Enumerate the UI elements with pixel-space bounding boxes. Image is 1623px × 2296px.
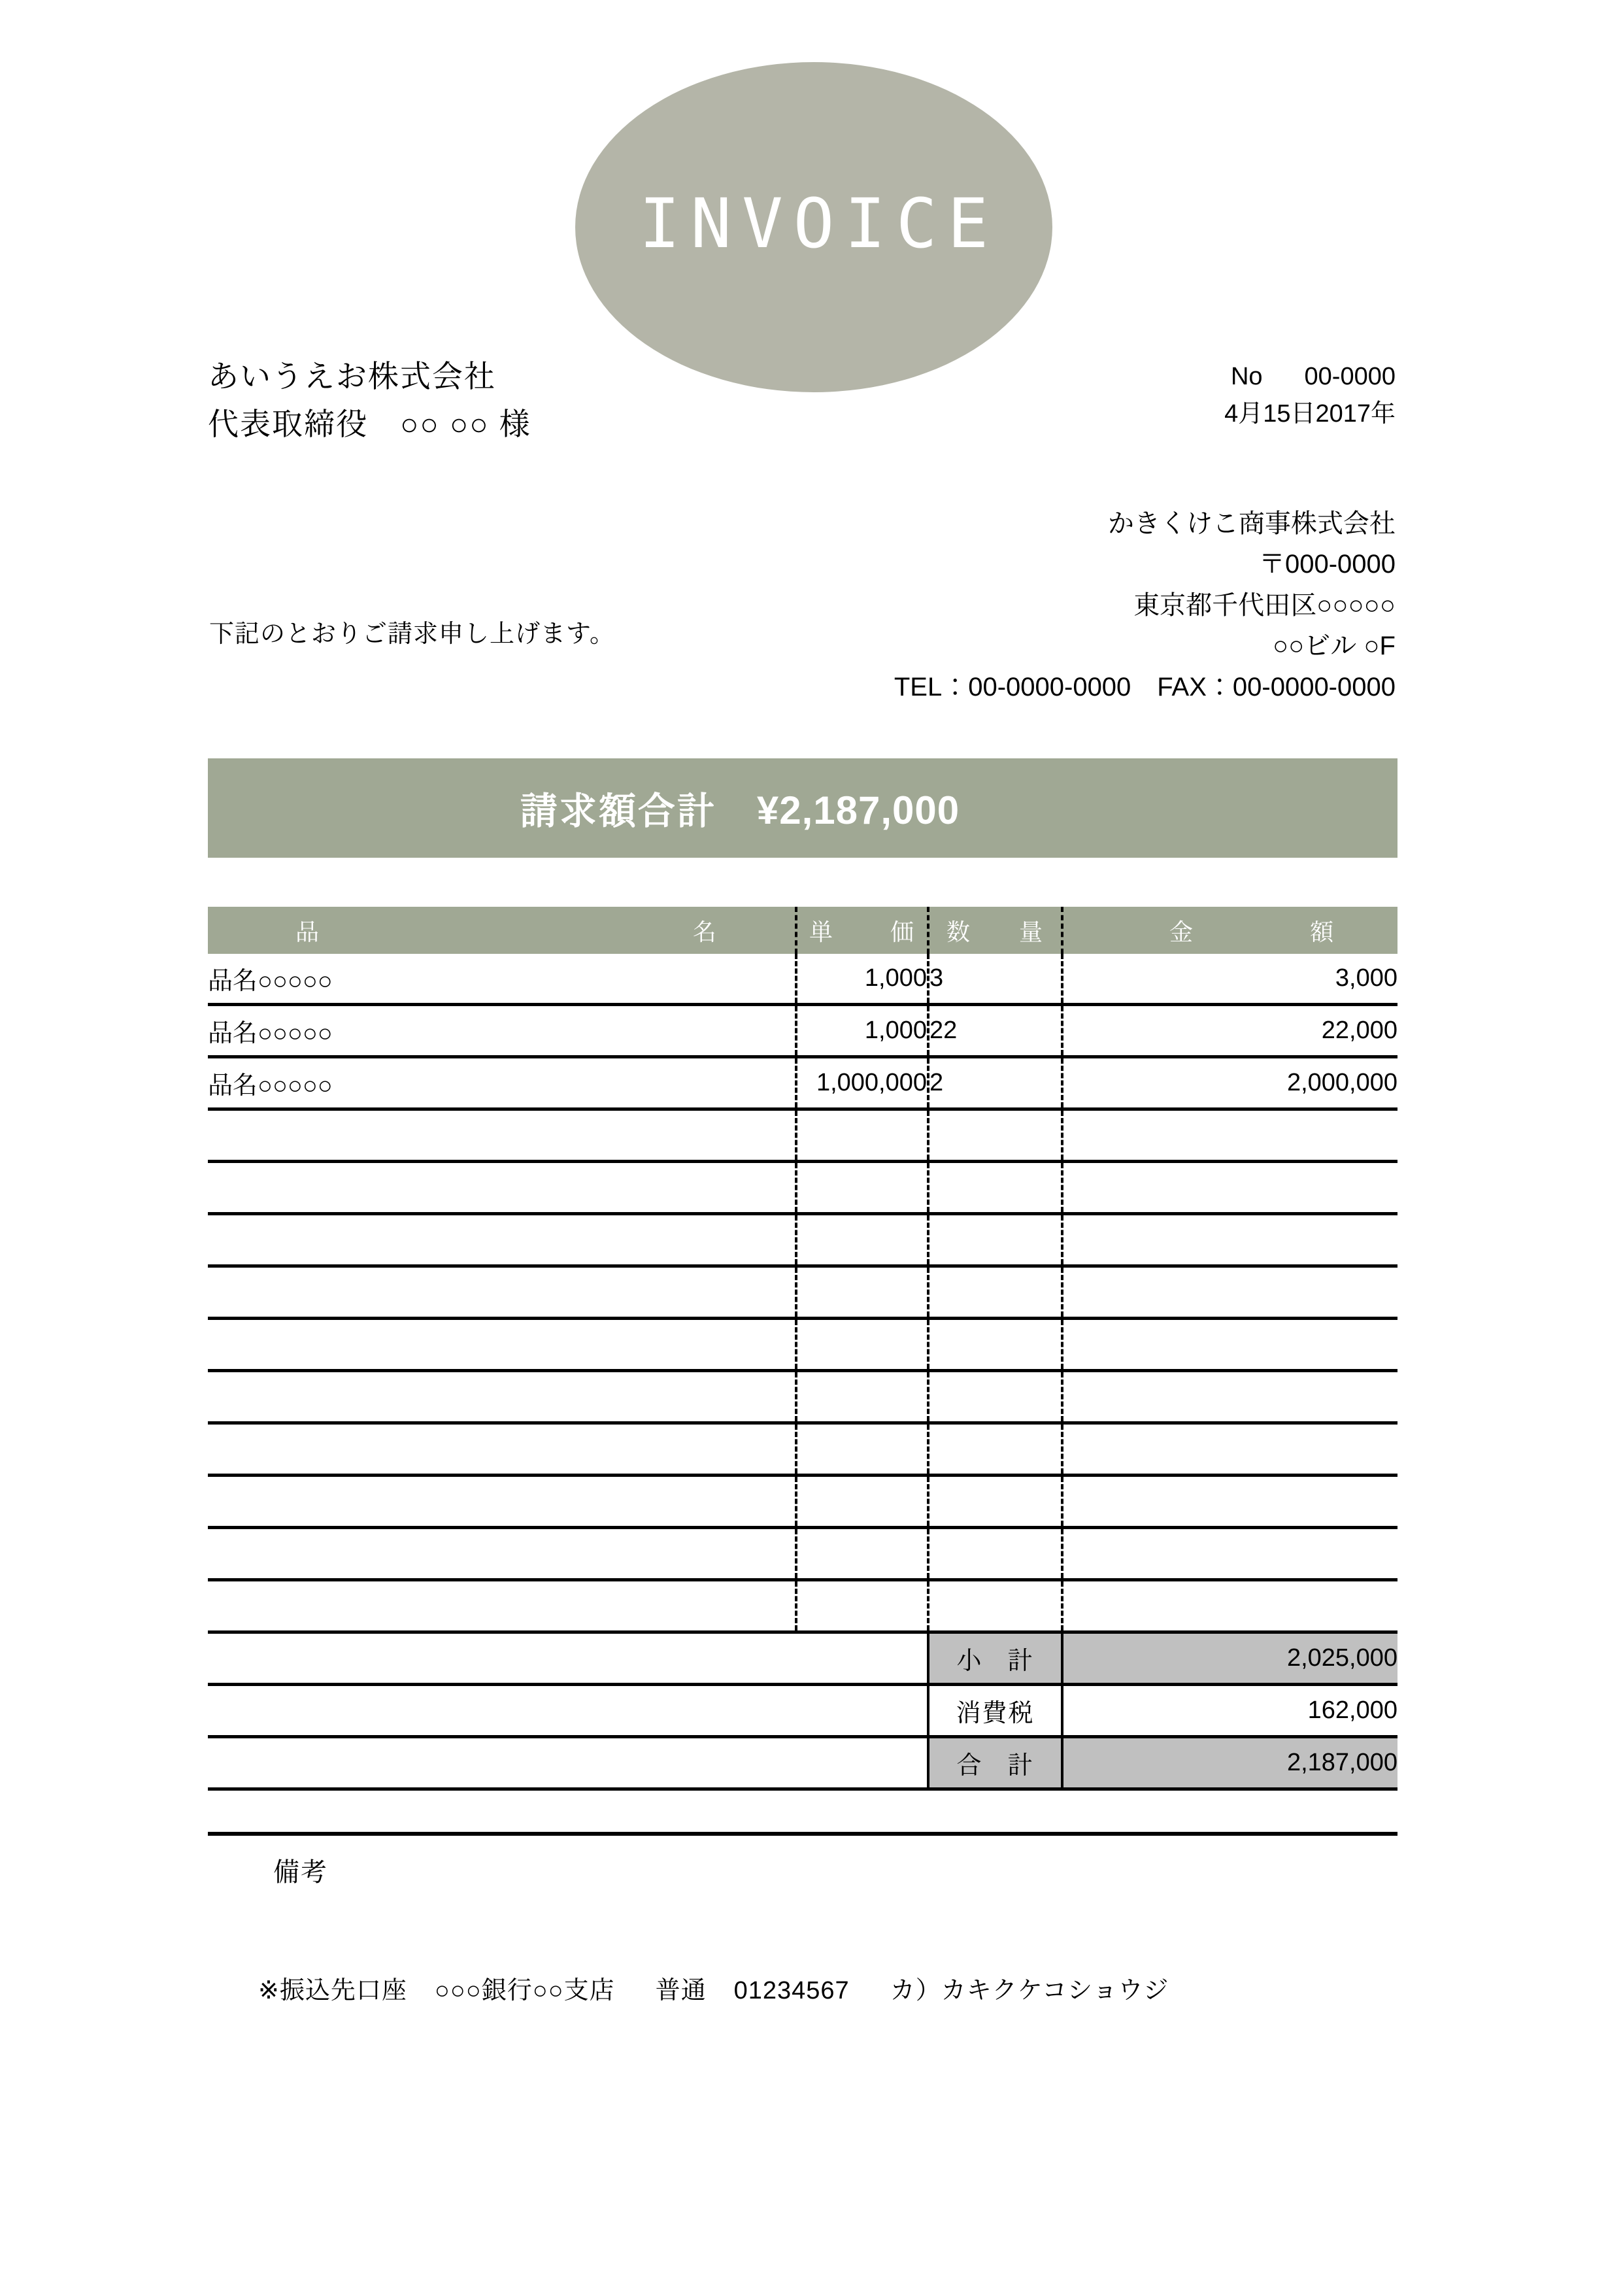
client-block: [208, 353, 531, 448]
total-amount-banner: [208, 758, 1397, 858]
remark-label: 備考: [273, 1858, 328, 1887]
issuer-block: [894, 503, 1396, 707]
table-row[interactable]: [208, 1476, 1397, 1528]
column-header-item-name: [208, 907, 796, 954]
items-table-head: [208, 907, 1397, 954]
cell-amount: 2,000,000: [1062, 1057, 1397, 1109]
cell-item-name: [208, 1476, 796, 1528]
cell-amount: [1062, 1162, 1397, 1214]
cell-quantity: 2: [928, 1057, 1062, 1109]
cell-amount: [1062, 1214, 1397, 1266]
column-header-quantity-right: 量: [1018, 918, 1044, 945]
totals-label-right: 計: [1007, 1752, 1034, 1780]
cell-item-name: 品名○○○○○: [208, 954, 796, 1005]
cell-amount: 3,000: [1062, 954, 1397, 1005]
cell-item-name: 品名○○○○○: [208, 1005, 796, 1057]
issuer-tel-fax: TEL：00-0000-0000 FAX：00-0000-0000: [894, 672, 1396, 701]
cell-quantity: [928, 1528, 1062, 1580]
cell-quantity: 22: [928, 1005, 1062, 1057]
cell-unit-price: [796, 1528, 928, 1580]
cell-item-name: [208, 1109, 796, 1162]
table-row[interactable]: [208, 1580, 1397, 1632]
cell-item-name: 品名○○○○○: [208, 1057, 796, 1109]
remark-divider: [208, 1832, 1397, 1836]
cell-amount: 22,000: [1062, 1005, 1397, 1057]
cell-unit-price: [796, 1580, 928, 1632]
cell-quantity: [928, 1266, 1062, 1319]
totals-value-cell: 162,000: [1062, 1685, 1397, 1737]
cell-unit-price: 1,000: [796, 954, 928, 1005]
client-person-name: 代表取締役 ○○ ○○ 様: [208, 406, 531, 441]
cell-item-name: [208, 1162, 796, 1214]
table-row[interactable]: [208, 1005, 1397, 1057]
cell-quantity: [928, 1214, 1062, 1266]
issuer-postal-code: 〒000-0000: [1258, 550, 1396, 579]
invoice-number-label: No: [1230, 363, 1263, 390]
total-amount-banner-inner: [520, 781, 960, 835]
invoice-logo-text: INVOICE: [639, 184, 999, 263]
cell-unit-price: [796, 1476, 928, 1528]
cell-item-name: [208, 1266, 796, 1319]
column-header-amount-left: 金: [1169, 918, 1195, 945]
table-row[interactable]: [208, 1423, 1397, 1476]
issuer-address: 東京都千代田区○○○○○: [1133, 590, 1396, 620]
cell-item-name: [208, 1580, 796, 1632]
column-header-quantity: [928, 907, 1062, 954]
cell-unit-price: [796, 1319, 928, 1371]
column-header-amount: [1062, 907, 1397, 954]
cell-unit-price: 1,000,000: [796, 1057, 928, 1109]
issuer-building: ○○ビル ○F: [1272, 632, 1396, 661]
invoice-number-row: [1224, 358, 1396, 396]
totals-value-cell: 2,025,000: [1062, 1632, 1397, 1685]
table-row[interactable]: [208, 1319, 1397, 1371]
bank-account-holder: カ）カキクケコショウジ: [890, 1977, 1169, 2004]
table-row[interactable]: [208, 1109, 1397, 1162]
column-header-amount-right: 額: [1309, 918, 1335, 945]
bank-account-type: 普通: [655, 1977, 707, 2004]
cell-unit-price: [796, 1109, 928, 1162]
table-row[interactable]: [208, 1214, 1397, 1266]
totals-label-left: 合: [956, 1752, 983, 1780]
items-table-body: [208, 954, 1397, 1632]
column-header-quantity-left: 数: [946, 918, 972, 945]
table-row[interactable]: [208, 1371, 1397, 1423]
cell-quantity: [928, 1162, 1062, 1214]
totals-label-left: 消費税: [956, 1700, 1035, 1727]
cell-item-name: [208, 1214, 796, 1266]
cell-amount: [1062, 1266, 1397, 1319]
items-table: [208, 907, 1397, 1791]
cell-item-name: [208, 1371, 796, 1423]
totals-label-left: 小: [956, 1647, 983, 1675]
column-header-unit-price: [796, 907, 928, 954]
cell-quantity: [928, 1109, 1062, 1162]
totals-table-body: [208, 1632, 1397, 1789]
invoice-number-value: 00-0000: [1304, 363, 1396, 390]
column-header-unit-price-right: 価: [890, 918, 915, 945]
invoice-date: 4月15日2017年: [1224, 400, 1396, 428]
cell-unit-price: [796, 1423, 928, 1476]
cell-quantity: [928, 1371, 1062, 1423]
cell-amount: [1062, 1423, 1397, 1476]
table-row[interactable]: [208, 954, 1397, 1005]
cell-quantity: [928, 1476, 1062, 1528]
cell-amount: [1062, 1109, 1397, 1162]
cell-amount: [1062, 1319, 1397, 1371]
total-amount-label: 請求額合計: [520, 790, 716, 832]
issuer-company-name: かきくけこ商事株式会社: [1108, 509, 1396, 538]
cell-quantity: 3: [928, 954, 1062, 1005]
table-row[interactable]: [208, 1162, 1397, 1214]
table-row[interactable]: [208, 1057, 1397, 1109]
totals-spacer-cell: [208, 1737, 928, 1789]
cell-item-name: [208, 1319, 796, 1371]
totals-spacer-cell: [208, 1685, 928, 1737]
cell-amount: [1062, 1580, 1397, 1632]
bank-branch: ○○○銀行○○支店: [434, 1977, 615, 2004]
total-amount-value: ¥2,187,000: [756, 788, 960, 832]
cell-unit-price: [796, 1162, 928, 1214]
totals-label-cell: [928, 1685, 1062, 1737]
cell-quantity: [928, 1423, 1062, 1476]
cell-amount: [1062, 1528, 1397, 1580]
totals-label-right: 計: [1007, 1647, 1034, 1675]
cell-amount: [1062, 1371, 1397, 1423]
client-company-name: あいうえお株式会社: [208, 359, 496, 394]
bank-note-mark: ※振込先口座: [258, 1977, 407, 2004]
cell-quantity: [928, 1319, 1062, 1371]
invoice-meta-block: [1224, 358, 1396, 433]
cell-unit-price: [796, 1371, 928, 1423]
totals-label-cell: [928, 1632, 1062, 1685]
totals-row: [208, 1737, 1397, 1789]
bank-account-number: 01234567: [733, 1977, 850, 2004]
items-table-header-row: [208, 907, 1397, 954]
cell-unit-price: 1,000: [796, 1005, 928, 1057]
totals-row: [208, 1632, 1397, 1685]
billing-statement: 下記のとおりご請求申し上げます。: [209, 620, 615, 648]
table-row[interactable]: [208, 1528, 1397, 1580]
cell-unit-price: [796, 1214, 928, 1266]
cell-quantity: [928, 1580, 1062, 1632]
totals-spacer-cell: [208, 1632, 928, 1685]
column-header-item-name-right: 名: [692, 918, 718, 945]
table-row[interactable]: [208, 1266, 1397, 1319]
items-table-wrapper: [208, 907, 1397, 1791]
cell-item-name: [208, 1528, 796, 1580]
cell-unit-price: [796, 1266, 928, 1319]
column-header-item-name-left: 品: [295, 918, 321, 945]
totals-label-cell: [928, 1737, 1062, 1789]
cell-amount: [1062, 1476, 1397, 1528]
bank-account-line: [258, 1970, 1169, 2006]
column-header-unit-price-left: 単: [809, 918, 835, 945]
cell-item-name: [208, 1423, 796, 1476]
totals-row: [208, 1685, 1397, 1737]
totals-value-cell: 2,187,000: [1062, 1737, 1397, 1789]
